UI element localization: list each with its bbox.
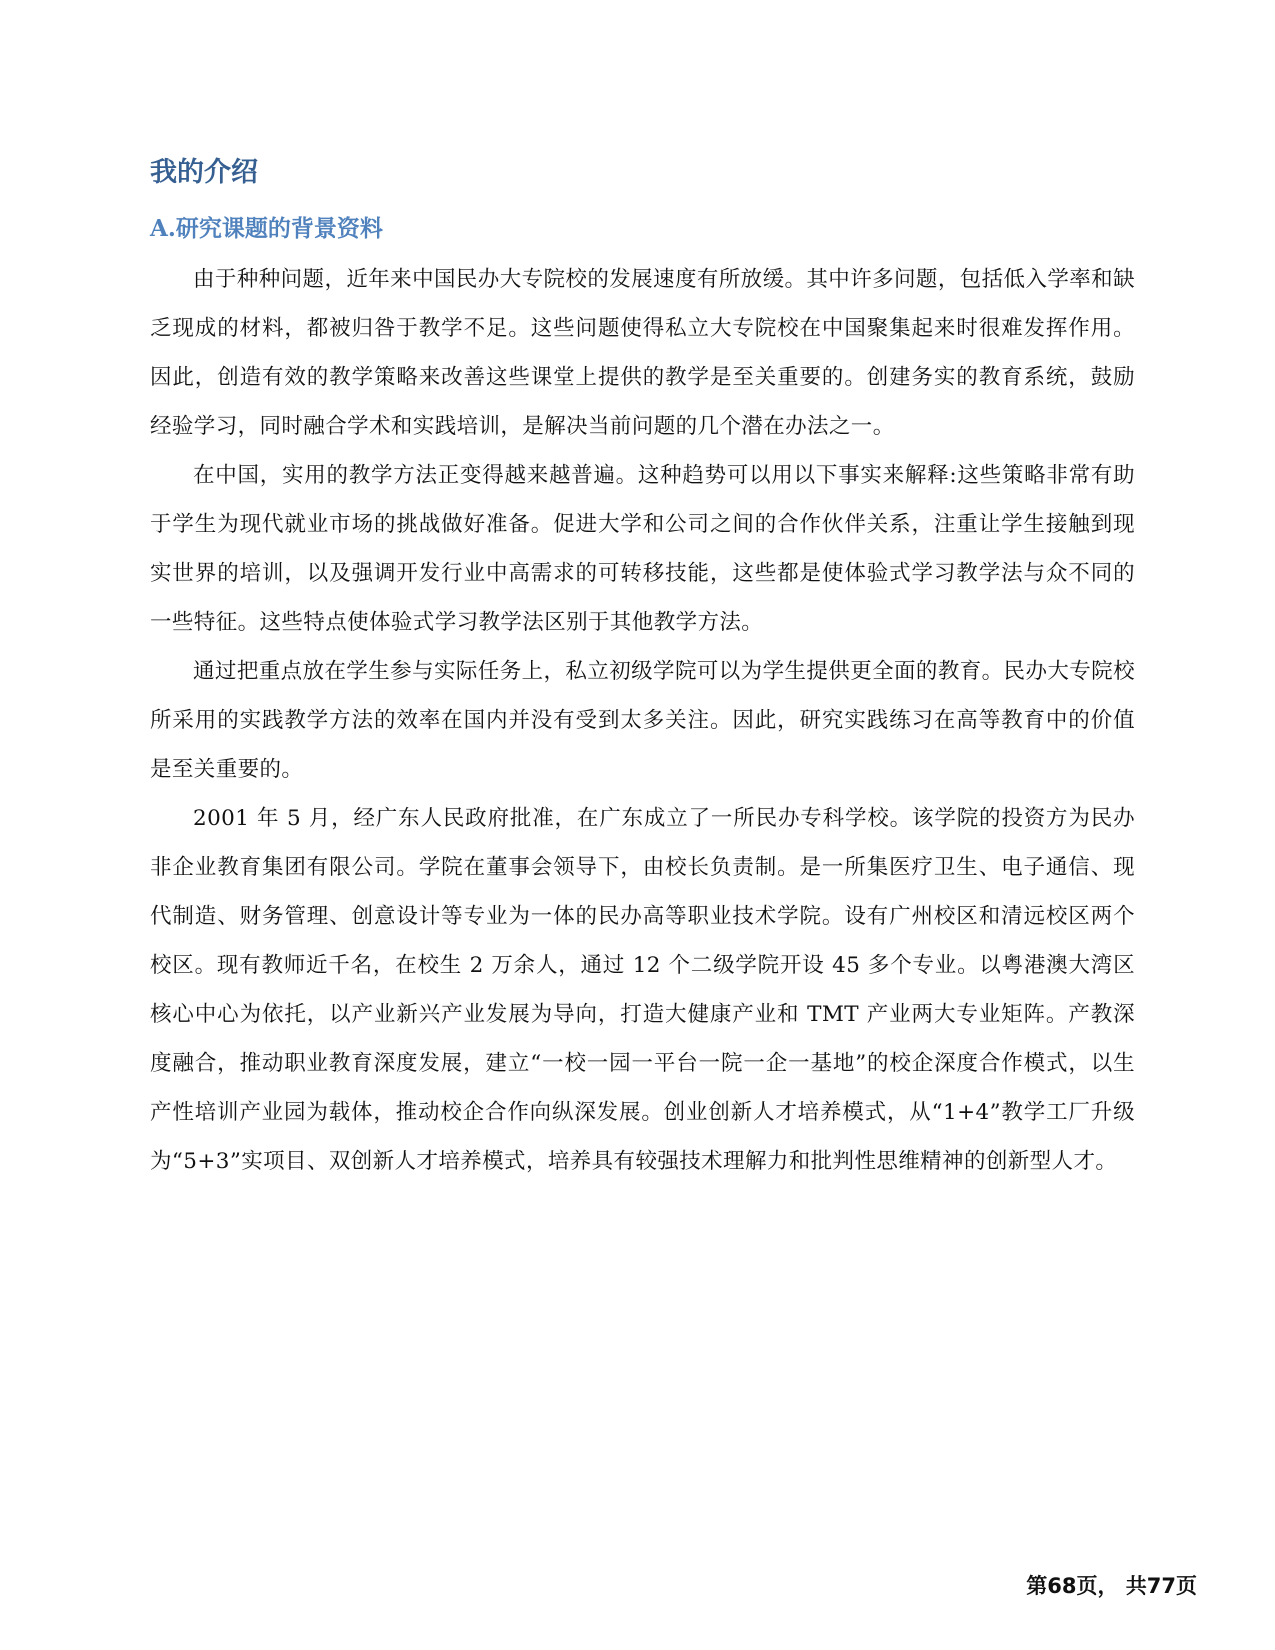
paragraph-4: 2001 年 5 月，经广东人民政府批准，在广东成立了一所民办专科学校。该学院的投资方为民办非企业教育集团有限公司。学院在董事会领导下，由校长负责制。是一所集医疗卫生、电子通信、现代制造、财务管理、创意设计等专业为一体的民办高等职业技术学院。设有广州校区和清远校区两个校区。现有教师近千名，在校生 2 万余人，通过 12 个二级学院开设 45 多个专业。以粤港澳大湾区核心中心为依托，以产业新兴产业发展为导向，打造大健康产业和 TMT 产业两大专业矩阵。产教深度融合，推动职业教育深度发展，建立“一校一园一平台一院一企一基地”的校企深度合作模式，以生产性培训产业园为载体，推动校企合作向纵深发展。创业创新人才培养模式，从“1+4”教学工厂升级为“5+3”实项目、双创新人才培养模式，培养具有较强技术理解力和批判性思维精神的创新型人才。	[150, 806, 1135, 1174]
paragraph-1: 由于种种问题，近年来中国民办大专院校的发展速度有所放缓。其中许多问题，包括低入学率和缺乏现成的材料，都被归咎于教学不足。这些问题使得私立大专院校在中国聚集起来时很难发挥作用。因此，创造有效的教学策略来改善这些课堂上提供的教学是至关重要的。创建务实的教育系统，鼓励经验学习，同时融合学术和实践培训，是解决当前问题的几个潜在办法之一。	[150, 267, 1135, 439]
section-heading: 我的介绍	[150, 157, 258, 188]
paragraph-3: 通过把重点放在学生参与实际任务上，私立初级学院可以为学生提供更全面的教育。民办大专院校所采用的实践教学方法的效率在国内并没有受到太多关注。因此，研究实践练习在高等教育中的价值是至关重要的。	[150, 659, 1135, 782]
subsection-heading: A.研究课题的背景资料	[150, 215, 383, 242]
body-text	[150, 255, 1135, 1186]
paragraph-2: 在中国，实用的教学方法正变得越来越普遍。这种趋势可以用以下事实来解释:这些策略非常有助于学生为现代就业市场的挑战做好准备。促进大学和公司之间的合作伙伴关系，注重让学生接触到现实世界的培训，以及强调开发行业中高需求的可转移技能，这些都是使体验式学习教学法与众不同的一些特征。这些特点使体验式学习教学法区别于其他教学方法。	[150, 463, 1135, 635]
page-number-footer: 第68页， 共77页	[1026, 1574, 1197, 1598]
